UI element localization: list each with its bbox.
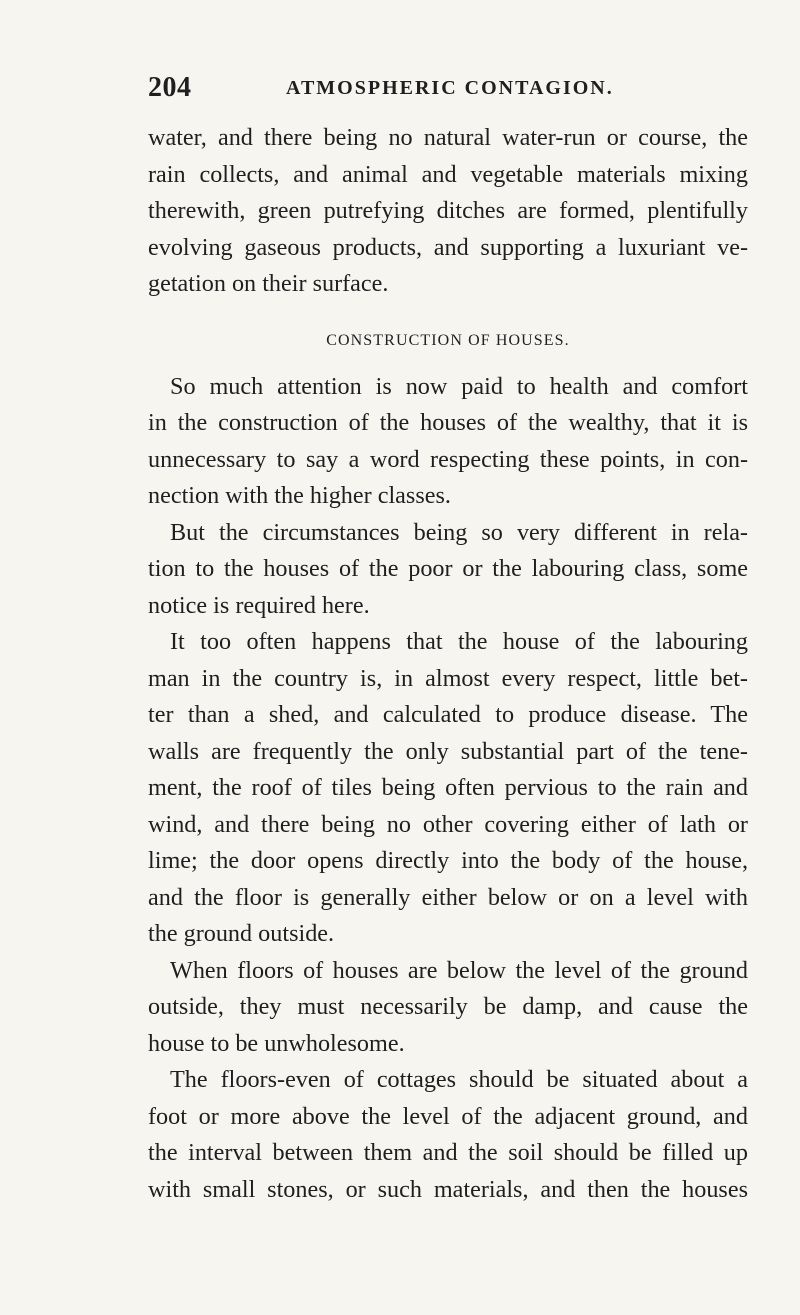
text-line: outside, they must necessarily be damp, and cause the bbox=[148, 993, 748, 1020]
section-heading: CONSTRUCTION OF HOUSES. bbox=[326, 331, 570, 349]
text-line: foot or more above the level of the adjacent ground, and bbox=[148, 1102, 748, 1130]
text-line: man in the country is, in almost every respect, little bet- bbox=[148, 664, 748, 692]
text-line: rain collects, and animal and vegetable materials mixing bbox=[148, 160, 748, 188]
text-line: with small stones, or such materials, and then the houses bbox=[148, 1175, 748, 1203]
text-line: the interval between them and the soil should be filled up bbox=[148, 1139, 748, 1166]
text-line: ter than a shed, and calculated to produce disease. The bbox=[148, 701, 748, 728]
text-line: But the circumstances being so very different in rela- bbox=[170, 518, 748, 546]
paragraph-continuation bbox=[148, 120, 748, 303]
text-line: tion to the houses of the poor or the labouring class, some bbox=[148, 555, 748, 582]
text-line: So much attention is now paid to health and comfort bbox=[170, 372, 748, 400]
text-line: lime; the door opens directly into the body of the house, bbox=[148, 847, 748, 874]
paragraph-raised-floors bbox=[148, 1062, 748, 1208]
text-line: wind, and there being no other covering either of lath or bbox=[148, 810, 748, 838]
body-text bbox=[148, 120, 748, 1208]
paragraph-labouring-house bbox=[148, 624, 748, 953]
text-line: walls are frequently the only substantial part of the tene- bbox=[148, 737, 748, 765]
paragraph-health-comfort bbox=[148, 369, 748, 515]
text-line: The floors-even of cottages should be situated about a bbox=[170, 1066, 748, 1093]
paragraph-damp-floors bbox=[148, 953, 748, 1063]
text-line: unnecessary to say a word respecting these points, in con- bbox=[148, 445, 748, 473]
text-line: and the floor is generally either below or on a level with bbox=[148, 883, 748, 911]
text-line: in the construction of the houses of the wealthy, that it is bbox=[148, 409, 748, 436]
text-line: ment, the roof of tiles being often pervious to the rain and bbox=[148, 774, 748, 801]
text-line: notice is required here. bbox=[148, 591, 370, 619]
text-line: It too often happens that the house of the labouring bbox=[170, 628, 748, 655]
page-number: 204 bbox=[148, 72, 192, 103]
text-line: When floors of houses are below the level of the ground bbox=[170, 956, 748, 984]
text-line: evolving gaseous products, and supporting a luxuriant ve- bbox=[148, 233, 748, 261]
text-line: water, and there being no natural water-run or course, the bbox=[148, 124, 748, 151]
text-line: therewith, green putrefying ditches are formed, plentifully bbox=[148, 197, 748, 224]
paragraph-circumstances bbox=[148, 515, 748, 625]
text-line: house to be unwholesome. bbox=[148, 1029, 405, 1057]
text-line: nection with the higher classes. bbox=[148, 482, 451, 509]
text-line: the ground outside. bbox=[148, 920, 335, 947]
text-line: getation on their surface. bbox=[148, 270, 389, 297]
running-head bbox=[148, 72, 748, 108]
running-title: ATMOSPHERIC CONTAGION. bbox=[286, 77, 614, 99]
